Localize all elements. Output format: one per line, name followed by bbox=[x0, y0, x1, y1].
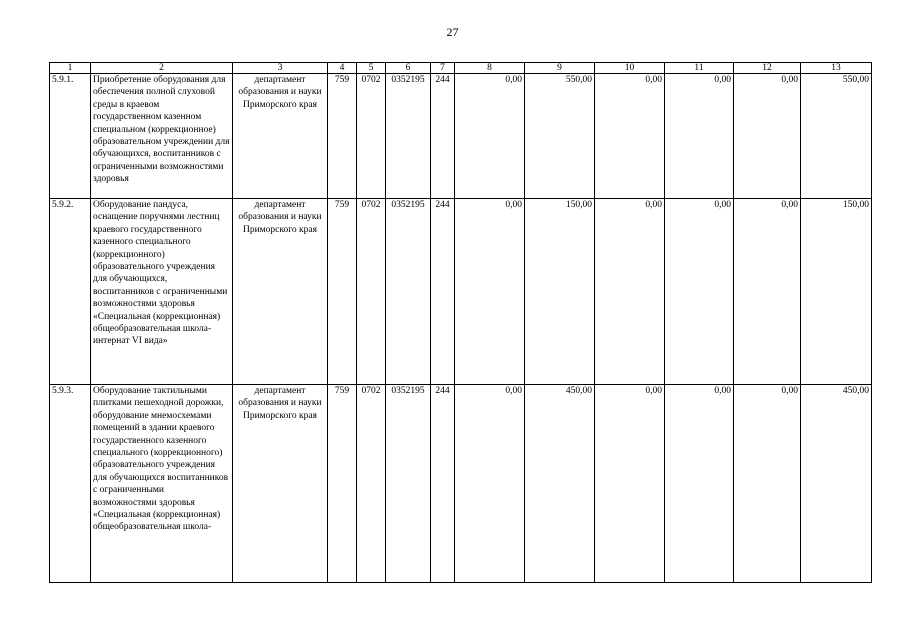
header-row bbox=[50, 63, 872, 74]
header-cell: 12 bbox=[734, 63, 801, 74]
row-code-ministry: 759 bbox=[328, 74, 357, 199]
header-cell: 10 bbox=[595, 63, 665, 74]
header-cell: 5 bbox=[357, 63, 386, 74]
header-cell: 2 bbox=[91, 63, 233, 74]
row-value-col13: 450,00 bbox=[801, 385, 872, 583]
row-description: Оборудование тактильными плитками пешеходной дорожки, оборудование мнемосхемами помещений в здании краевого государственного казенного специального (коррекционного) образовательного учреждения для обучающихся воспитанников с ограниченными возможностями здоровья «Специальная (коррекционная) общеобразовательная школа- bbox=[91, 385, 233, 583]
page-number: 27 bbox=[446, 25, 459, 39]
row-value-col12: 0,00 bbox=[734, 385, 801, 583]
row-value-col8: 0,00 bbox=[455, 199, 525, 385]
row-code-target: 0352195 bbox=[386, 385, 431, 583]
row-number: 5.9.3. bbox=[50, 385, 91, 583]
row-value-col10: 0,00 bbox=[595, 74, 665, 199]
header-cell: 13 bbox=[801, 63, 872, 74]
table-row bbox=[50, 74, 872, 199]
budget-table bbox=[49, 62, 872, 583]
row-code-ministry: 759 bbox=[328, 385, 357, 583]
row-code-expense: 244 bbox=[431, 199, 455, 385]
row-code-section: 0702 bbox=[357, 385, 386, 583]
header-cell: 4 bbox=[328, 63, 357, 74]
row-number: 5.9.2. bbox=[50, 199, 91, 385]
row-code-expense: 244 bbox=[431, 385, 455, 583]
header-cell: 9 bbox=[525, 63, 595, 74]
row-value-col13: 550,00 bbox=[801, 74, 872, 199]
row-department: департамент образования и науки Приморского края bbox=[233, 385, 328, 583]
row-value-col9: 550,00 bbox=[525, 74, 595, 199]
row-code-expense: 244 bbox=[431, 74, 455, 199]
row-value-col11: 0,00 bbox=[665, 385, 734, 583]
row-code-target: 0352195 bbox=[386, 199, 431, 385]
row-value-col9: 450,00 bbox=[525, 385, 595, 583]
header-cell: 6 bbox=[386, 63, 431, 74]
table-row bbox=[50, 385, 872, 583]
header-cell: 7 bbox=[431, 63, 455, 74]
row-value-col8: 0,00 bbox=[455, 385, 525, 583]
header-cell: 3 bbox=[233, 63, 328, 74]
row-value-col12: 0,00 bbox=[734, 199, 801, 385]
row-value-col9: 150,00 bbox=[525, 199, 595, 385]
row-value-col10: 0,00 bbox=[595, 385, 665, 583]
row-value-col10: 0,00 bbox=[595, 199, 665, 385]
row-description: Приобретение оборудования для обеспечения полной слуховой среды в краевом государственном казенном специальном (коррекционное) образовательном учреждении для обучающихся, воспитанников с ограниченными возможностями здоровья bbox=[91, 74, 233, 199]
header-cell: 8 bbox=[455, 63, 525, 74]
row-description: Оборудование пандуса, оснащение поручнями лестниц краевого государственного казенного специального (коррекционного) образовательного учреждения для обучающихся, воспитанников с ограниченными возможностями здоровья «Специальная (коррекционная) общеобразовательная школа-интернат VI вида» bbox=[91, 199, 233, 385]
row-department: департамент образования и науки Приморского края bbox=[233, 74, 328, 199]
table-row bbox=[50, 199, 872, 385]
row-code-target: 0352195 bbox=[386, 74, 431, 199]
row-number: 5.9.1. bbox=[50, 74, 91, 199]
row-department: департамент образования и науки Приморского края bbox=[233, 199, 328, 385]
header-cell: 1 bbox=[50, 63, 91, 74]
row-value-col12: 0,00 bbox=[734, 74, 801, 199]
row-value-col13: 150,00 bbox=[801, 199, 872, 385]
row-value-col11: 0,00 bbox=[665, 199, 734, 385]
row-value-col11: 0,00 bbox=[665, 74, 734, 199]
row-value-col8: 0,00 bbox=[455, 74, 525, 199]
row-code-section: 0702 bbox=[357, 199, 386, 385]
row-code-ministry: 759 bbox=[328, 199, 357, 385]
header-cell: 11 bbox=[665, 63, 734, 74]
row-code-section: 0702 bbox=[357, 74, 386, 199]
